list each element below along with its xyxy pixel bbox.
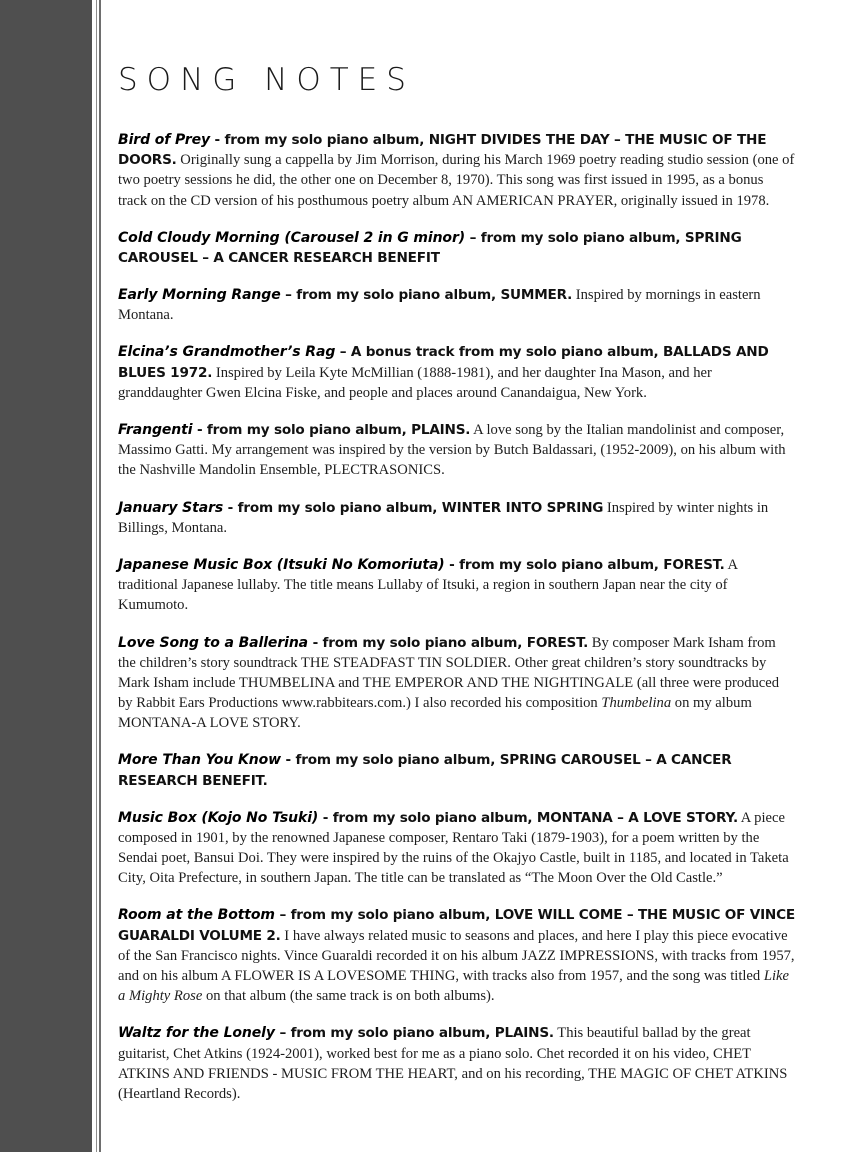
song-note-title: Love Song to a Ballerina <box>118 634 309 651</box>
song-note-body-italic: Thumbelina <box>601 695 672 712</box>
vertical-rule-inner <box>99 0 101 1152</box>
song-note-album-line: – from my solo piano album, LOVE WILL COME – THE MUSIC OF VINCE GUARALDI VOLUME 2. <box>118 907 795 944</box>
song-note-body: Inspired by Leila Kyte McMillian (1888-1981), and her daughter Ina Mason, and her granddaughter Gwen Elcina Fiske, and people and places around Canandaigua, New York. <box>118 364 712 401</box>
song-note-title: Music Box (Kojo No Tsuki) <box>118 809 319 826</box>
song-note-body: A love song by the Italian mandolinist and composer, Massimo Gatti. My arrangement was inspired by the version by Butch Baldassari, (1952-2009), on his album with the Nashville Mandolin Ensemble, PLECTRASONICS. <box>118 422 786 479</box>
song-note-album-line: - from my solo piano album, MONTANA – A LOVE STORY. <box>318 809 738 826</box>
song-note-entry <box>118 633 796 734</box>
song-note-entry <box>118 1023 796 1104</box>
song-note-body-segment: I have always related music to seasons and places, and here I play this piece evocative of the San Francisco nights. Vince Guaraldi recorded it on his album JAZZ IMPRESSIONS, with tracks from 1957, and on his album A FLOWER IS A LOVESOME THING, with tracks also from 1957, and the song was titled <box>118 927 795 984</box>
song-note-entry <box>118 420 796 481</box>
song-note-title: Waltz for the Lonely <box>118 1025 275 1042</box>
song-note-title: Bird of Prey <box>118 132 211 148</box>
song-note-body-segment: By composer Mark Isham from the children’s story soundtrack THE STEADFAST TIN SOLDIER. Other great children’s story soundtracks by Mark Isham include THUMBELINA and THE EMPEROR AND THE NIGHTINGALE (all three were produced by Rabbit Ears Productions www.rabbitears.com.) I also recorded his composition <box>118 634 780 712</box>
song-note-body-italic: Like a Mighty Rose <box>118 967 789 1005</box>
song-note-title: January Stars <box>118 499 224 516</box>
song-note-title: More Than You Know <box>118 752 281 769</box>
song-note-body: A piece composed in 1901, by the renowned Japanese composer, Rentaro Taki (1879-1903), for a poem written by the Sendai poet, Bansui Doi. They were inspired by the ruins of the Okajyo Castle, built in 1185, and located in Taketa City, Oita Prefecture, in southern Japan. The title can be translated as “The Moon Over the Old Castle.” <box>118 809 789 887</box>
song-note-body: This beautiful ballad by the great guitarist, Chet Atkins (1924-2001), worked best for me as a piano solo. Chet recorded it on his video, CHET ATKINS AND FRIENDS - MUSIC FROM THE HEART, and on his recording, THE MAGIC OF CHET ATKINS (Heartland Records). <box>118 1025 788 1102</box>
song-note-album-line: – A bonus track from my solo piano album, BALLADS AND BLUES 1972. <box>118 344 769 381</box>
song-note-body: A traditional Japanese lullaby. The title means Lullaby of Itsuki, a region in southern Japan near the city of Kumumoto. <box>118 557 738 614</box>
song-note-album-line: - from my solo piano album, FOREST. <box>308 634 589 651</box>
song-note-entry <box>118 498 796 538</box>
song-note-body: Inspired by winter nights in Billings, Montana. <box>118 499 769 536</box>
vertical-rule-outer <box>96 0 97 1152</box>
song-note-body-segment: on my album MONTANA-A LOVE STORY. <box>118 695 752 732</box>
content-column <box>118 0 796 1121</box>
song-note-album-line: - from my solo piano album, SPRING CAROUSEL – A CANCER RESEARCH BENEFIT. <box>118 752 732 789</box>
song-note-body: Originally sung a cappella by Jim Morrison, during his March 1969 poetry reading studio session (one of two poetry sessions he did, the other one on December 8, 1970). This song was first issued in 1995, as a bonus track on the CD version of his posthumous poetry album AN AMERICAN PRAYER, originally issued in 1978. <box>118 152 795 209</box>
song-note-body-segment: on that album (the same track is on both albums). <box>202 988 495 1005</box>
song-note-entry <box>118 342 796 403</box>
song-note-title: Frangenti <box>118 422 193 438</box>
song-notes-list <box>118 130 796 1104</box>
page-title: SONG NOTES <box>118 62 415 98</box>
song-note-body: Inspired by mornings in eastern Montana. <box>118 287 761 324</box>
song-note-album-line: – from my solo piano album, SUMMER. <box>280 287 573 303</box>
song-note-album-line: - from my solo piano album, WINTER INTO SPRING <box>223 499 604 516</box>
song-note-entry <box>118 808 796 889</box>
song-note-title: Japanese Music Box (Itsuki No Komoriuta) <box>118 557 445 573</box>
song-note-entry <box>118 750 796 790</box>
song-note-title: Cold Cloudy Morning (Carousel 2 in G minor) <box>118 229 466 246</box>
song-note-entry <box>118 905 796 1006</box>
song-note-album-line: – from my solo piano album, PLAINS. <box>274 1025 554 1042</box>
song-note-album-line: - from my solo piano album, NIGHT DIVIDES THE DAY – THE MUSIC OF THE DOORS. <box>118 132 767 169</box>
song-note-entry <box>118 285 796 325</box>
song-note-entry <box>118 228 796 268</box>
side-band <box>0 0 92 1152</box>
song-note-album-line: - from my solo piano album, FOREST. <box>444 557 725 573</box>
song-note-album-line: - from my solo piano album, PLAINS. <box>192 422 471 438</box>
song-note-title: Early Morning Range <box>118 287 281 303</box>
song-note-album-line: – from my solo piano album, SPRING CAROUSEL – A CANCER RESEARCH BENEFIT <box>118 229 742 266</box>
song-note-entry <box>118 130 796 211</box>
song-note-title: Elcina’s Grandmother’s Rag <box>118 344 336 361</box>
song-note-entry <box>118 555 796 616</box>
song-note-title: Room at the Bottom <box>118 907 275 924</box>
